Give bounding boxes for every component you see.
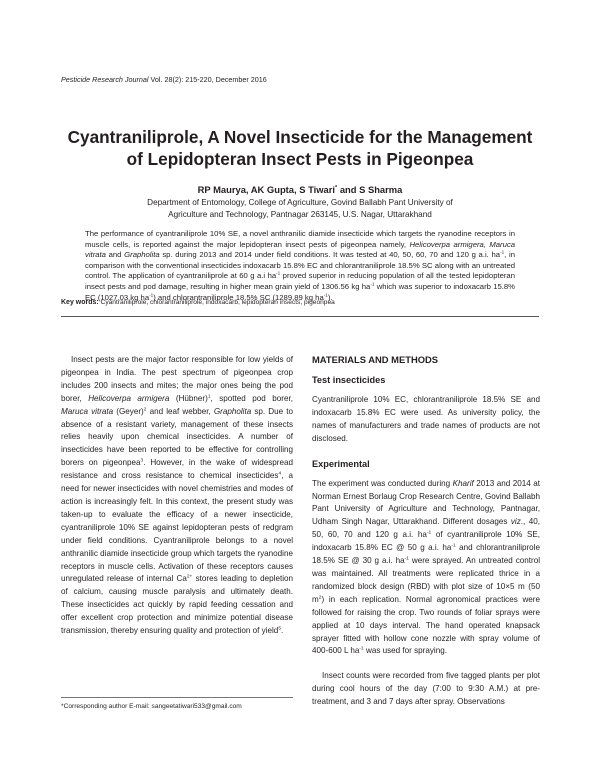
body-text: , a need for newer insecticides with novel chemistries and modes of action is increasingly felt. In this context, the present study was taken-up to evaluate the efficacy of a newer insecticide, cyantraniliprole 10% SE against lepidopteran pests of redgram under field conditions. Cyantraniliprole belongs to a novel anthranilic diamide insecticide group which targets the ryanodine receptors in muscle cells. Activation of these receptors causes unregulated release of internal Ca: [61, 471, 293, 584]
superscript: -1: [500, 249, 505, 255]
body-text: Insect pests are the major factor responsible for low yields of pigeonpea in India. The pest spectrum of pigeonpea crop includes 200 insects and mites; the major ones being the pod borer,: [61, 355, 293, 403]
introduction-paragraph: [61, 354, 293, 638]
superscript: -1: [149, 292, 154, 297]
body-text: , spotted pod borer,: [210, 393, 293, 403]
superscript: -1: [404, 556, 409, 562]
affiliation-line-2: Agriculture and Technology, Pantnagar 263145, U.S. Nagar, Uttarakhand: [168, 209, 432, 219]
abstract-text: The performance of cyantraniliprole 10% SE, a novel anthranilic diamide insecticide which targets the ryanodine receptors in muscle cells, is reported against the major lepidopteran insect pests of pigeonpea namely,: [85, 229, 515, 249]
subsection-heading-test-insecticides: Test insecticides: [312, 375, 386, 385]
body-text: and chlorantraniliprole 18.5% SE @ 30 g a.i. ha: [312, 543, 540, 566]
body-text: and leaf webber,: [146, 406, 214, 416]
experimental-paragraph: [312, 478, 540, 659]
body-text: . However, in the wake of widespread resistance and cross resistance to chemical insecticides: [61, 458, 293, 481]
footnote: *Corresponding author E-mail: sangeetatiwari533@gmail.com: [61, 703, 242, 710]
superscript: -1: [426, 530, 432, 536]
superscript: -1: [359, 646, 364, 652]
citation: 5: [278, 626, 282, 632]
footnote-divider: [61, 697, 293, 698]
body-text: was used for spraying.: [363, 646, 447, 656]
body-text: (Hübner): [169, 393, 208, 403]
journal-volume: Vol. 28(2): 215-220, December 2016: [148, 75, 267, 84]
body-text: .: [281, 626, 284, 636]
corresponding-mark: *: [335, 184, 338, 191]
body-text: (Geyer): [113, 406, 144, 416]
superscript: -1: [370, 281, 375, 287]
abstract-text: sp. during 2013 and 2014 under field conditions. It was tested at 40, 50, 60, 70 and 120 g a.i. ha: [159, 250, 501, 260]
superscript: -1: [323, 292, 328, 297]
body-text: of cyantraniliprole 10% SE, indoxacarb 15.8% EC @ 50 g a.i. ha: [312, 530, 540, 553]
citation: 1: [207, 394, 211, 400]
title-line-1: Cyantraniliprole, A Novel Insecticide for the Management: [67, 127, 533, 147]
superscript: -1: [451, 543, 456, 549]
keywords: [61, 299, 541, 306]
body-text: sp. Due to absence of a resistant variety, management of these insects relies heavily upon chemical insecticides. A number of insecticides have been reported to be effective for controlling borers on pigeonpea: [61, 406, 293, 468]
body-text: The experiment was conducted during: [312, 478, 453, 488]
spacer: [312, 658, 540, 670]
species-name: Grapholita: [213, 406, 252, 416]
affiliation: [40, 197, 560, 220]
abstract-text: , in comparison with the conventional insecticides indoxacarb 15.8% EC and chlorantraniliprole 18.5% SC along with an untreated control. The application of cyantraniliprole at 60 g a.i ha: [85, 250, 515, 281]
superscript: 2: [318, 595, 322, 601]
authors-part: RP Maurya, AK Gupta, S Tiwari: [197, 184, 336, 195]
abstract-text: which was superior to indoxacarb 15.8% EC (1027.03 kg ha: [85, 281, 515, 302]
test-insecticides-paragraph: Cyantraniliprole 10% EC, chlorantraniliprole 18.5% SE and indoxacarb 15.8% EC were used. As university policy, the names of manufacturers and trade names of products are not disclosed.: [312, 395, 540, 443]
spacer: [312, 446, 540, 458]
citation: 3: [140, 458, 144, 464]
body-text: ., 40, 50, 60, 70 and 120 g a.i. ha: [312, 517, 541, 540]
paper-title: [40, 126, 560, 170]
abstract-divider: [61, 316, 539, 317]
superscript: -1: [276, 270, 281, 276]
body-text: stores leading to depletion of calcium, causing muscle paralysis and ultimately death. These insecticides act quickly by rapid feeding cessation and offer excellent crop protection and minimize potential disease transmission, thereby ensuring quality and protection of yield: [61, 574, 293, 636]
keywords-text: Cyantraniliprole, chlorantraniliprole, indoxacarb, lepidopteran insects, pigeonpea: [98, 299, 335, 306]
superscript: 2+: [186, 574, 193, 580]
affiliation-line-1: Department of Entomology, College of Agriculture, Govind Ballabh Pant University of: [147, 198, 453, 207]
abstract-text: ) and chlorantraniliprole 18.5% SC (1289.89 kg ha: [153, 292, 324, 302]
methods-column: [312, 354, 540, 709]
keywords-label: Key words:: [61, 299, 99, 306]
body-text: were sprayed. An untreated control was maintained. All treatments were replicated thrice in a randomized block design (RBD) with plot size of 10×5 m (50 m: [312, 556, 540, 604]
species-name: Helicoverpa armigera: [88, 393, 170, 403]
season-name: Kharif: [452, 478, 474, 488]
abstract-text: and: [105, 250, 125, 260]
species-name: Maruca vitrata: [61, 406, 114, 416]
title-line-2: of Lepidopteran Insect Pests in Pigeonpea: [126, 149, 474, 169]
introduction-column: [61, 354, 293, 638]
latin-term: viz: [510, 517, 521, 527]
abstract-text: proved superior in reducing population of all the tested lepidopteran insect pests and pod damage, resulting in higher mean grain yield of 1306.56 kg ha: [85, 271, 515, 291]
species-name: Helicoverpa armigera, Maruca vitrata: [85, 239, 515, 260]
abstract: [85, 229, 515, 303]
citation: 4: [278, 471, 282, 477]
authors-part: and S Sharma: [337, 184, 403, 195]
section-heading: MATERIALS AND METHODS: [312, 354, 439, 365]
author-list: [40, 184, 560, 195]
journal-citation: [61, 75, 267, 84]
body-text: ) in each replication. Normal agronomical practices were followed for raising the crop. Two rounds of foliar sprays were applied at 10 days interval. The hand operated knapsack sprayer fitted with hollow cone nozzle with spray volume of 400-600 L ha: [312, 594, 540, 656]
abstract-text: ).: [327, 292, 333, 302]
species-name: Grapholita: [124, 250, 160, 260]
subsection-heading-experimental: Experimental: [312, 458, 370, 469]
citation: 2: [143, 406, 147, 412]
journal-name: Pesticide Research Journal: [61, 75, 149, 84]
insect-counts-paragraph: Insect counts were recorded from five tagged plants per plot during cool hours of the day (7:00 to 9:30 A.M.) at pre-treatment, and 3 and 7 days after spray. Observations: [312, 671, 540, 707]
body-text: 2013 and 2014 at Norman Ernest Borlaug Crop Research Centre, Govind Ballabh Pant University of Agriculture and Technology, Pantnagar, Udham Singh Nagar, Uttarakhand. Different dosages: [312, 478, 540, 527]
